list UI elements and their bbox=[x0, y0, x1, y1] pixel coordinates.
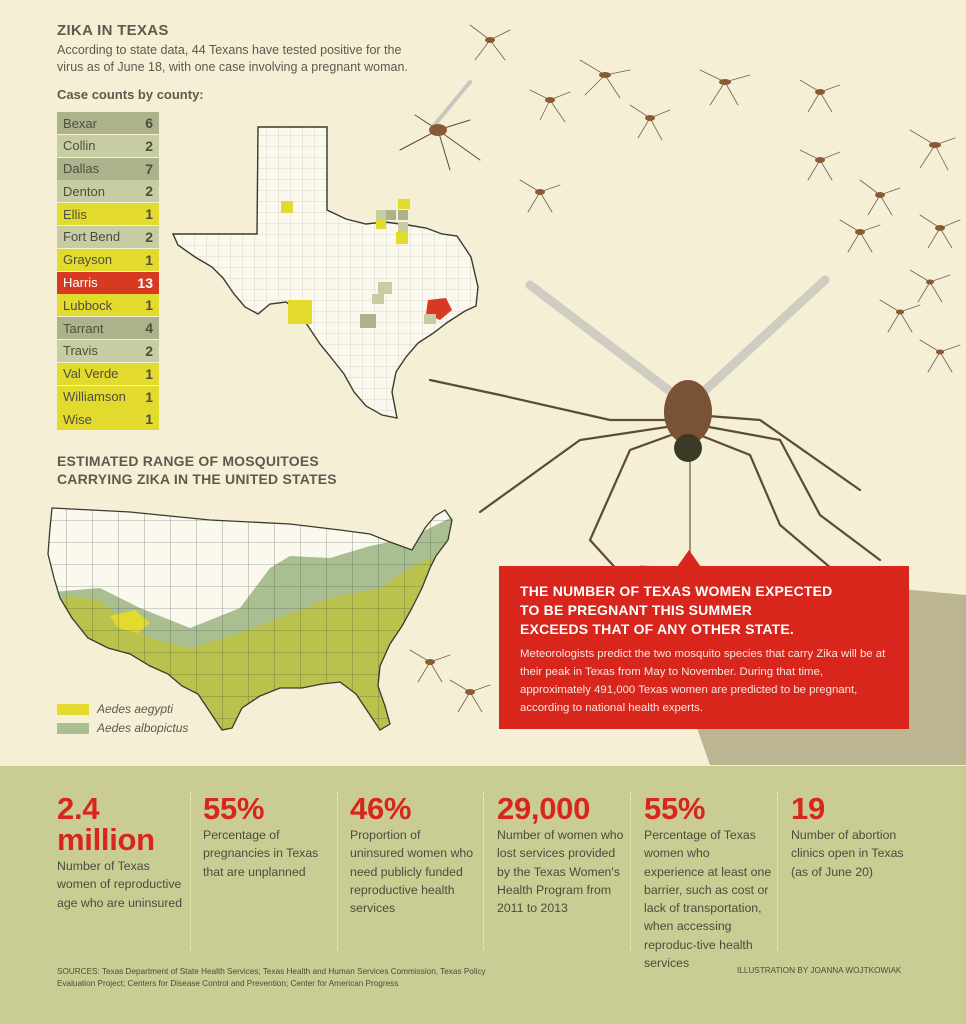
county-row-ellis bbox=[57, 203, 159, 225]
county-row-williamson bbox=[57, 386, 159, 408]
county-row-dallas bbox=[57, 158, 159, 180]
county-row-val-verde bbox=[57, 363, 159, 385]
stat-abortion-clinics bbox=[791, 793, 921, 881]
county-count: 13 bbox=[137, 274, 153, 291]
county-count: 7 bbox=[145, 160, 153, 177]
stat-divider bbox=[190, 792, 191, 950]
county-count: 1 bbox=[145, 206, 153, 223]
stat-divider bbox=[483, 792, 484, 950]
county-name: Harris bbox=[63, 275, 98, 291]
stat-value: 19 bbox=[791, 791, 825, 826]
county-name: Lubbock bbox=[63, 297, 113, 313]
bexar-county bbox=[360, 314, 376, 328]
county-count: 4 bbox=[145, 320, 153, 337]
county-count: 2 bbox=[145, 137, 153, 154]
stat-description: Percentage of Texas women who experience at least one barrier, such as cost or lack of transportation, when accessing reproduc-tive health services bbox=[644, 828, 772, 971]
county-row-collin bbox=[57, 135, 159, 157]
val-verde-county bbox=[288, 300, 312, 324]
intro-text: According to state data, 44 Texans have tested positive for the virus as of June 18, with one case involving a pregnant woman. bbox=[57, 43, 408, 74]
county-count: 1 bbox=[145, 251, 153, 268]
legend-swatch-yellow bbox=[57, 704, 89, 715]
county-name: Tarrant bbox=[63, 320, 104, 336]
county-count: 2 bbox=[145, 183, 153, 200]
county-row-travis bbox=[57, 340, 159, 362]
stat-uninsured-women bbox=[57, 793, 185, 912]
stat-description: Number of Texas women of reproductive age who are uninsured bbox=[57, 859, 183, 910]
stat-description: Number of abortion clinics open in Texas (as of June 20) bbox=[791, 828, 904, 879]
county-name: Fort Bend bbox=[63, 229, 121, 245]
county-name: Dallas bbox=[63, 161, 100, 177]
county-row-grayson bbox=[57, 249, 159, 271]
callout-body: Meteorologists predict the two mosquito species that carry Zika will be at their peak in Texas from May to November. During that time, approximately 491,000 Texas women are predicted to be pregnant, according to national health experts. bbox=[520, 648, 886, 714]
stat-description: Proportion of uninsured women who need publicly funded reproductive health services bbox=[350, 828, 474, 916]
county-name: Bexar bbox=[63, 115, 97, 131]
sources-footnote: SOURCES: Texas Department of State Health Services; Texas Health and Human Services Commission, Texas Policy Evaluation Project; Centers for Disease Control and Prevention; Center for American Progress bbox=[57, 967, 486, 988]
county-count: 1 bbox=[145, 365, 153, 382]
callout-pointer bbox=[677, 550, 701, 567]
county-count: 2 bbox=[145, 342, 153, 359]
county-name: Denton bbox=[63, 183, 105, 199]
stat-divider bbox=[630, 792, 631, 950]
county-name: Collin bbox=[63, 138, 96, 154]
county-name: Ellis bbox=[63, 206, 87, 222]
county-count: 6 bbox=[145, 115, 153, 131]
legend-aedes-aegypti: Aedes aegypti bbox=[57, 702, 173, 716]
illustration-credit: ILLUSTRATION BY JOANNA WOJTKOWIAK bbox=[737, 966, 902, 975]
county-name: Val Verde bbox=[63, 366, 119, 382]
mosquito-range-heading: ESTIMATED RANGE OF MOSQUITOES CARRYING ZIKA IN THE UNITED STATES bbox=[57, 453, 337, 487]
stat-uninsured-need-services bbox=[350, 793, 474, 917]
page-title: ZIKA IN TEXAS bbox=[57, 22, 169, 39]
pregnancy-callout bbox=[499, 566, 909, 729]
lubbock-county bbox=[281, 201, 293, 213]
stat-divider bbox=[777, 792, 778, 950]
county-row-fort-bend bbox=[57, 226, 159, 248]
callout-headline: THE NUMBER OF TEXAS WOMEN EXPECTED TO BE PREGNANT THIS SUMMER EXCEEDS THAT OF ANY OTHER STATE. bbox=[520, 583, 833, 637]
county-count: 1 bbox=[145, 297, 153, 314]
stat-value: 2.4 million bbox=[57, 791, 155, 857]
stat-value: 55% bbox=[203, 791, 265, 826]
county-count: 1 bbox=[145, 411, 153, 428]
stat-value: 46% bbox=[350, 791, 412, 826]
county-row-lubbock bbox=[57, 294, 159, 316]
stat-unplanned-pregnancies bbox=[203, 793, 333, 881]
county-row-tarrant bbox=[57, 317, 159, 339]
legend-aedes-albopictus: Aedes albopictus bbox=[57, 721, 188, 735]
stat-lost-services bbox=[497, 793, 625, 917]
county-row-harris bbox=[57, 272, 159, 294]
county-name: Wise bbox=[63, 411, 92, 427]
case-counts-heading: Case counts by county: bbox=[57, 87, 204, 102]
county-row-denton bbox=[57, 180, 159, 202]
stat-value: 55% bbox=[644, 791, 706, 826]
stat-value: 29,000 bbox=[497, 791, 591, 826]
legend-swatch-green bbox=[57, 723, 89, 734]
stat-divider bbox=[337, 792, 338, 950]
county-name: Grayson bbox=[63, 252, 113, 268]
county-count: 2 bbox=[145, 228, 153, 245]
county-case-table bbox=[57, 112, 159, 431]
county-count: 1 bbox=[145, 388, 153, 405]
county-name: Travis bbox=[63, 343, 98, 359]
stat-access-barriers bbox=[644, 793, 772, 972]
county-name: Williamson bbox=[63, 389, 126, 405]
stat-description: Number of women who lost services provided by the Texas Women's Health Program from 2011 to 2013 bbox=[497, 828, 624, 916]
stat-description: Percentage of pregnancies in Texas that are unplanned bbox=[203, 828, 319, 879]
county-row-bexar bbox=[57, 112, 159, 134]
county-row-wise bbox=[57, 408, 159, 430]
